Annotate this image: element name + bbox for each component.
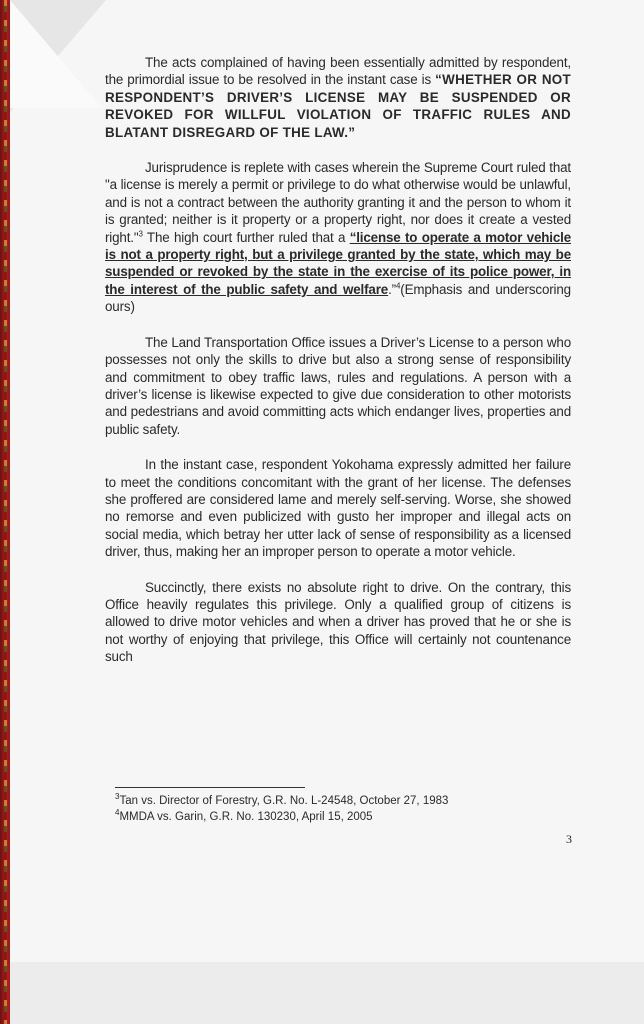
page-number: 3 <box>566 832 572 846</box>
next-page-edge <box>10 962 644 1024</box>
paragraph-jurisprudence: Jurisprudence is replete with cases wherein the Supreme Court ruled that "a license is merely a permit or privilege to do what otherwise would be unlawful, and is not a contract between the authority granting it and the person to whom it is granted; neither is it property or a property right, nor does it create a vested right."$^3$ The high court further ruled that a “license to operate a motor vehicle is not a property right, but a privilege granted by the state, which may be suspended or revoked by the state in the exercise of its police power, in the interest of the public safety and welfare.”$^4$(Emphasis and underscoring ours) <box>105 160 572 315</box>
paragraph-succinctly: Succinctly, there exists no absolute right to drive. On the contrary, this Office heavily regulates this privilege. Only a qualified group of citizens is allowed to drive motor vehicles and when a driver has proved that he or she is not worthy of enjoying that privilege, this Office will certainly not countenance such <box>105 579 571 665</box>
footnote-4: $^4$MMDA vs. Garin, G.R. No. 130230, April 15, 2005 <box>115 808 373 823</box>
footnote-divider <box>115 787 305 788</box>
footnote-ref-4: 4 <box>395 281 401 291</box>
issue-statement: “WHETHER OR NOT RESPONDENT’S DRIVER’S LICENSE MAY BE SUSPENDED OR REVOKED FOR WILLFUL VIOLATION OF TRAFFIC RULES AND BLATANT DISREGARD OF THE LAW.” <box>105 72 571 140</box>
paragraph-instant-case: In the instant case, respondent Yokohama expressly admitted her failure to meet the conditions concomitant with the grant of her license. The defenses she proffered are considered lame and merely self-serving. Worse, she showed no remorse and even publicized with gusto her improper and illegal acts on social media, which betray her utter lack of sense of responsibility as a licensed driver, thus, making her an improper person to operate a motor vehicle. <box>105 457 571 560</box>
footnote-3: $^3$Tan vs. Director of Forestry, G.R. No. L-24548, October 27, 1983 <box>115 792 449 807</box>
footnote-ref-3: 3 <box>138 229 143 239</box>
folded-corner-highlight <box>10 0 102 108</box>
footnotes <box>115 793 448 825</box>
document-body <box>105 54 571 684</box>
binder-edge-pattern <box>4 0 7 1024</box>
underlined-quote: “license to operate a motor vehicle is not a property right, but a privilege granted by the state, which may be suspended or revoked by the state in the exercise of its police power, in the interest of the public safety and welfare <box>105 229 572 297</box>
paragraph-issue: The acts complained of having been essentially admitted by respondent, the primordial issue to be resolved in the instant case is “WHETHER OR NOT RESPONDENT’S DRIVER’S LICENSE MAY BE SUSPENDED OR REVOKED FOR WILLFUL VIOLATION OF TRAFFIC RULES AND BLATANT DISREGARD OF THE LAW.” <box>105 55 571 140</box>
paragraph-lto: The Land Transportation Office issues a Driver’s License to a person who possesses not only the skills to drive but also a strong sense of responsibility and commitment to obey traffic laws, rules and regulations. A person with a driver’s license is likewise expected to give due consideration to other motorists and pedestrians and avoid committing acts which endanger lives, properties and public safety. <box>105 334 571 437</box>
